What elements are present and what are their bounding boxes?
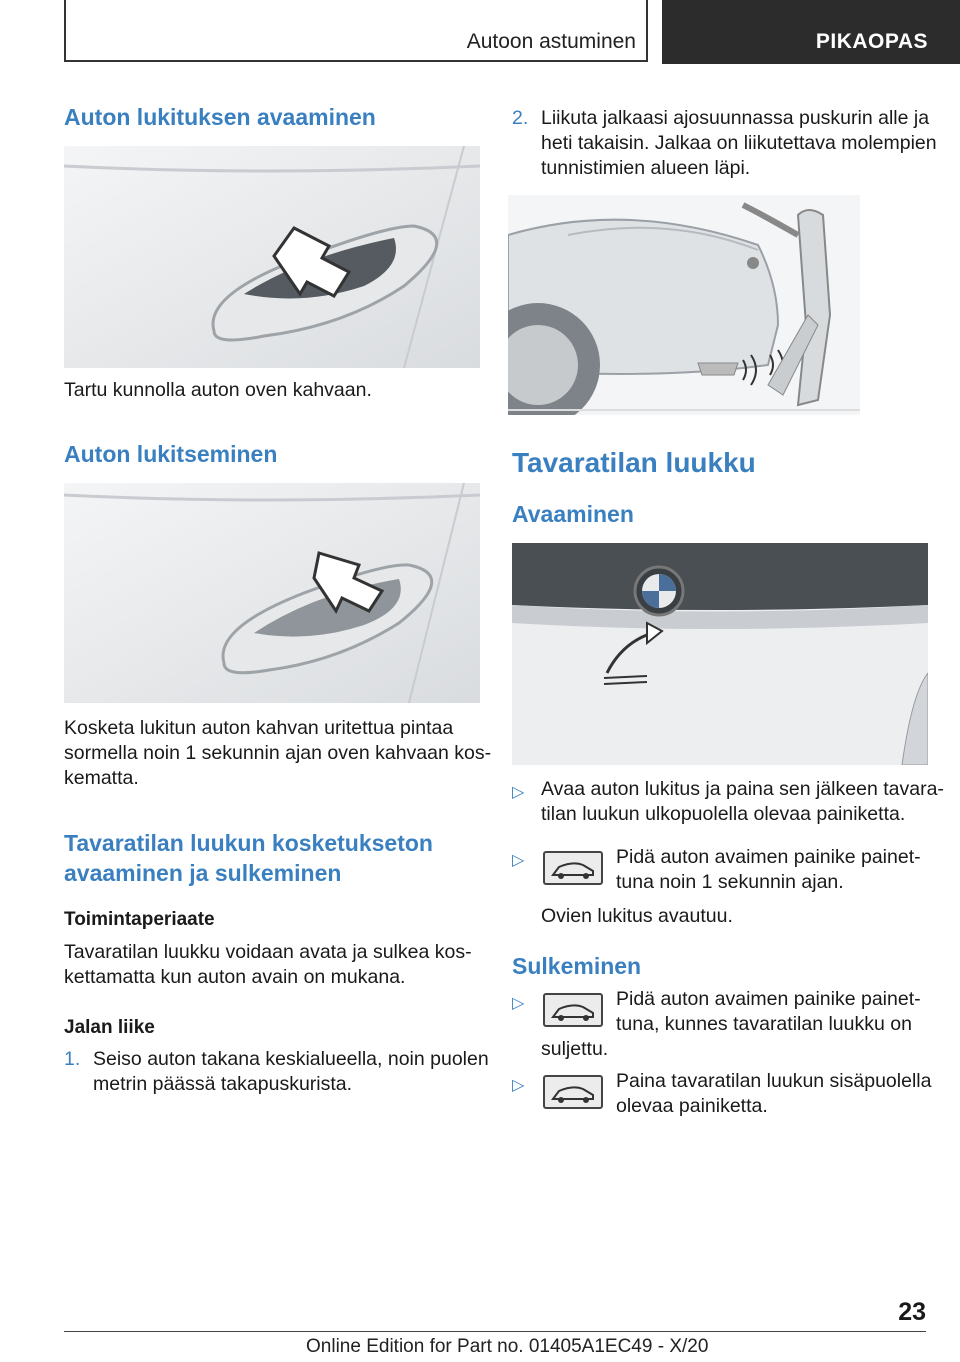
triangle-right-icon: ▷ bbox=[512, 995, 525, 1012]
car-tailgate-key-icon bbox=[543, 851, 603, 885]
step-2-text bbox=[541, 106, 937, 181]
door-handle-lock-image bbox=[64, 483, 480, 703]
open-bullet-1-text bbox=[541, 777, 944, 827]
close-bullet-1-line-3: suljettu. bbox=[541, 1038, 609, 1060]
header-section-box bbox=[64, 0, 648, 62]
close-bullet-2-line-1: Paina tavaratilan luukun sisäpuolella bbox=[616, 1070, 932, 1092]
heading-contactless-trunk bbox=[64, 828, 433, 888]
header-badge: PIKAOPAS bbox=[815, 30, 928, 53]
close-bullet-2-line-2: olevaa painiketta. bbox=[616, 1095, 768, 1117]
heading-contactless-trunk-line-2: avaaminen ja sulkeminen bbox=[64, 860, 342, 886]
tailgate-button-image bbox=[512, 543, 928, 765]
close-bullet-1-text bbox=[616, 987, 921, 1037]
lock-caption-line-2: sormella noin 1 sekunnin ajan oven kahvaan kos- bbox=[64, 742, 492, 764]
lock-caption bbox=[64, 716, 491, 791]
page-number: 23 bbox=[898, 1298, 926, 1326]
principle-line-2: kettamatta kun auton avain on mukana. bbox=[64, 966, 406, 988]
open-bullet-2-text bbox=[616, 845, 921, 895]
open-bullet-1-line-1: Avaa auton lukitus ja paina sen jälkeen tavara- bbox=[541, 778, 944, 800]
step-2-line-3: tunnistimien alueen läpi. bbox=[541, 157, 751, 179]
heading-opening: Avaaminen bbox=[512, 501, 634, 527]
subheading-principle: Toimintaperiaate bbox=[64, 909, 215, 930]
header-section-title: Autoon astuminen bbox=[466, 30, 636, 53]
close-bullet-1-line-2: tuna, kunnes tavaratilan luukku on bbox=[616, 1013, 912, 1035]
open-bullet-1-line-2: tilan luukun ulkopuolella olevaa painiketta. bbox=[541, 803, 906, 825]
subheading-foot-movement: Jalan liike bbox=[64, 1017, 155, 1038]
open-bullet-2-line-1: Pidä auton avaimen painike painet- bbox=[616, 846, 921, 868]
step-2-line-1: Liikuta jalkaasi ajosuunnassa puskurin alle ja bbox=[541, 107, 930, 129]
door-handle-unlock-image bbox=[64, 146, 480, 368]
foot-sensor-image bbox=[508, 195, 860, 415]
car-tailgate-key-icon bbox=[543, 1075, 603, 1109]
heading-closing: Sulkeminen bbox=[512, 953, 642, 979]
open-result-text: Ovien lukitus avautuu. bbox=[541, 905, 733, 927]
step-1-number: 1. bbox=[64, 1048, 81, 1070]
lock-caption-line-3: kematta. bbox=[64, 767, 139, 789]
footer-divider bbox=[64, 1331, 926, 1332]
step-2-line-2: heti takaisin. Jalkaa on liikutettava molempien bbox=[541, 132, 937, 154]
lock-caption-line-1: Kosketa lukitun auton kahvan uritettua pintaa bbox=[64, 717, 454, 739]
footer-edition-text: Online Edition for Part no. 01405A1EC49 - X/20 bbox=[306, 1336, 709, 1357]
header-badge-box bbox=[662, 0, 960, 64]
triangle-right-icon: ▷ bbox=[512, 1077, 525, 1094]
open-bullet-2-line-2: tuna noin 1 sekunnin ajan. bbox=[616, 871, 844, 893]
triangle-right-icon: ▷ bbox=[512, 852, 525, 869]
step-1-line-1: Seiso auton takana keskialueella, noin puolen bbox=[93, 1048, 489, 1070]
triangle-right-icon: ▷ bbox=[512, 784, 525, 801]
close-bullet-1-line-1: Pidä auton avaimen painike painet- bbox=[616, 988, 921, 1010]
step-2-number: 2. bbox=[512, 107, 529, 129]
step-1-text bbox=[93, 1047, 489, 1097]
car-tailgate-key-icon bbox=[543, 993, 603, 1027]
heading-unlock: Auton lukituksen avaaminen bbox=[64, 104, 376, 130]
heading-lock: Auton lukitseminen bbox=[64, 441, 278, 467]
principle-line-1: Tavaratilan luukku voidaan avata ja sulkea kos- bbox=[64, 941, 472, 963]
step-1-line-2: metrin päässä takapuskurista. bbox=[93, 1073, 353, 1095]
heading-contactless-trunk-line-1: Tavaratilan luukun kosketukseton bbox=[64, 830, 433, 856]
close-bullet-2-text bbox=[616, 1069, 931, 1119]
heading-tailgate: Tavaratilan luukku bbox=[512, 447, 756, 478]
unlock-caption: Tartu kunnolla auton oven kahvaan. bbox=[64, 379, 372, 401]
principle-text bbox=[64, 940, 472, 990]
